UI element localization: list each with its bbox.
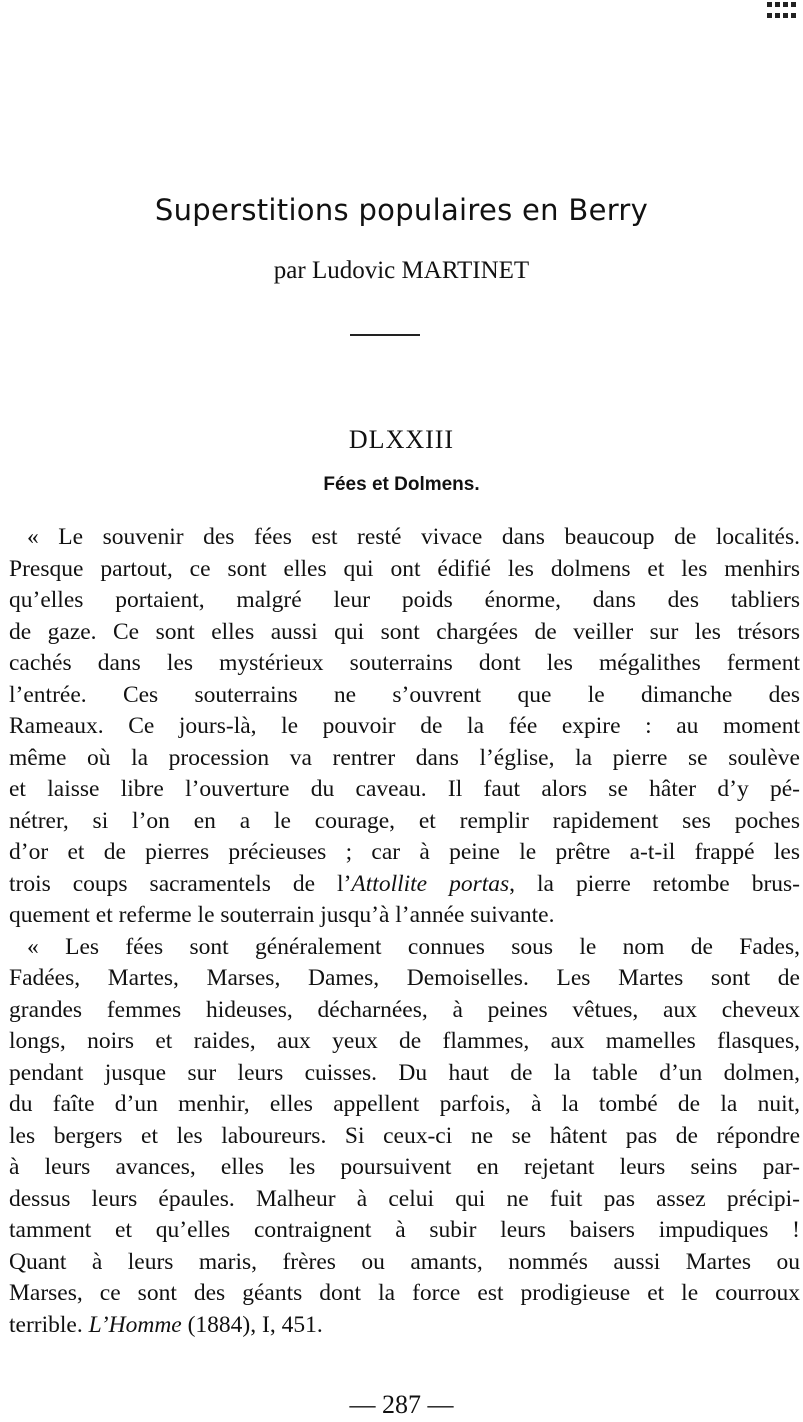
text-line: [9, 1310, 800, 1342]
text-segment: « Les fées sont généralement connues sous le nom de Fades,: [27, 933, 800, 960]
text-line: [9, 1215, 800, 1247]
text-segment: , la pierre retombe brus-: [509, 870, 800, 897]
text-line: [9, 1247, 800, 1279]
text-line: [9, 522, 800, 554]
text-segment: longs, noirs et raides, aux yeux de flammes, aux mamelles flasques,: [9, 1028, 800, 1054]
text-segment: « Le souvenir des fées est resté vivace dans beaucoup de localités.: [27, 524, 800, 550]
text-line: [9, 806, 800, 838]
text-segment: trois coups sacramentels de l’: [9, 870, 352, 897]
text-segment: terrible.: [9, 1311, 89, 1338]
text-line: [9, 585, 800, 617]
text-segment: Presque partout, ce sont elles qui ont édifié les dolmens et les menhirs: [9, 555, 800, 582]
text-segment: du faîte d’un menhir, elles appellent parfois, à la tombé de la nuit,: [9, 1091, 800, 1117]
text-line: [9, 1089, 800, 1121]
text-segment: de gaze. Ce sont elles aussi qui sont chargées de veiller sur les trésors: [9, 618, 800, 645]
page-number: — 287 —: [349, 1390, 454, 1419]
text-line: [9, 1278, 800, 1310]
text-segment: quement et referme le souterrain jusqu’à l’année suivante.: [9, 902, 555, 928]
text-line: [9, 837, 800, 869]
text-segment: Rameaux. Ce jours-là, le pouvoir de la fée expire : au moment: [9, 713, 800, 739]
text-line: [9, 1026, 800, 1058]
divider-rule: [350, 334, 420, 336]
text-segment: les bergers et les laboureurs. Si ceux-ci ne se hâtent pas de répondre: [9, 1122, 800, 1149]
text-segment: Quant à leurs maris, frères ou amants, nommés aussi Martes ou: [9, 1248, 800, 1275]
text-segment: Marses, ce sont des géants dont la force est prodigieuse et le courroux: [9, 1280, 800, 1306]
text-line: [9, 743, 800, 775]
author-byline: par Ludovic MARTINET: [273, 257, 530, 284]
text-segment: d’or et de pierres précieuses ; car à peine le prêtre a-t-il frappé les: [9, 839, 800, 865]
text-segment: et laisse libre l’ouverture du caveau. Il faut alors se hâter d’y pé-: [9, 776, 800, 802]
text-line: [9, 1184, 800, 1216]
text-segment: nétrer, si l’on en a le courage, et remplir rapidement ses poches: [9, 807, 800, 834]
text-segment: (1884), I, 451.: [181, 1311, 323, 1338]
text-line: [9, 1121, 800, 1153]
text-segment: Fadées, Martes, Marses, Dames, Demoiselles. Les Martes sont de: [9, 965, 800, 991]
text-line: [9, 1152, 800, 1184]
text-line: [9, 617, 800, 649]
text-segment: même où la procession va rentrer dans l’église, la pierre se soulève: [9, 744, 800, 771]
italic-text: L’Homme: [88, 1311, 182, 1338]
article-title: Superstitions populaires en Berry: [154, 193, 649, 227]
text-line: [9, 554, 800, 586]
scan-corner-mark: [767, 2, 797, 20]
text-segment: pendant jusque sur leurs cuisses. Du haut de la table d’un dolmen,: [9, 1059, 800, 1086]
text-line: [9, 869, 800, 901]
text-line: [9, 932, 800, 964]
text-line: [9, 648, 800, 680]
text-line: [9, 900, 800, 932]
text-segment: cachés dans les mystérieux souterrains dont les mégalithes ferment: [9, 650, 800, 676]
text-segment: dessus leurs épaules. Malheur à celui qui ne fuit pas assez précipi-: [9, 1185, 800, 1212]
text-line: [9, 963, 800, 995]
text-line: [9, 680, 800, 712]
section-number: DLXXIII: [348, 425, 455, 454]
text-segment: tamment et qu’elles contraignent à subir leurs baisers impudiques !: [9, 1217, 800, 1243]
text-segment: grandes femmes hideuses, décharnées, à peines vêtues, aux cheveux: [9, 996, 800, 1023]
text-line: [9, 711, 800, 743]
text-segment: à leurs avances, elles les poursuivent en rejetant leurs seins par-: [9, 1154, 800, 1180]
text-segment: qu’elles portaient, malgré leur poids énorme, dans des tabliers: [9, 587, 800, 613]
text-line: [9, 774, 800, 806]
text-line: [9, 1058, 800, 1090]
text-line: [9, 995, 800, 1027]
section-heading: Fées et Dolmens.: [323, 474, 480, 495]
article-body: [9, 522, 800, 1341]
text-segment: l’entrée. Ces souterrains ne s’ouvrent que le dimanche des: [9, 681, 800, 708]
italic-text: Attollite portas: [351, 870, 510, 897]
